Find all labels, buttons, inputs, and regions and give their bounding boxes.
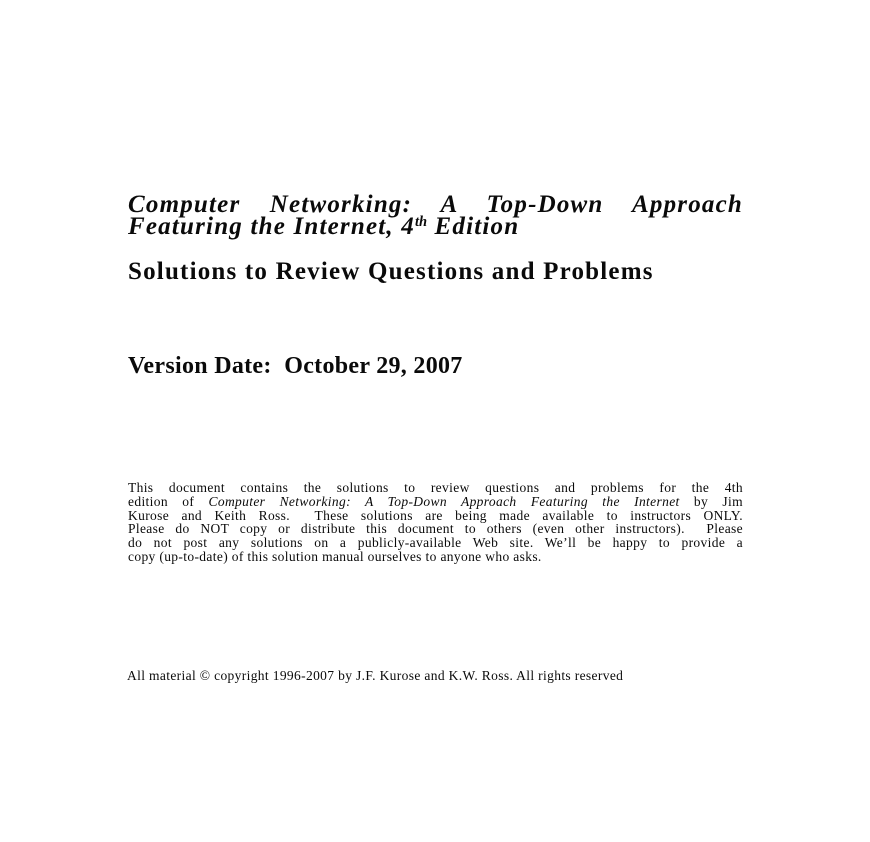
- text-segment: Computer Networking: A Top-Down Approach Featuring the Internet: [208, 493, 680, 509]
- text-segment: copy (up-to-date) of this solution manual ourselves to anyone who asks.: [128, 548, 542, 564]
- text-line: [128, 213, 743, 241]
- text-line: [128, 509, 743, 523]
- text-segment: Edition: [427, 213, 520, 240]
- text-segment: Featuring the Internet, 4: [128, 213, 415, 240]
- text-segment: Kurose and Keith Ross. These solutions are being made available to instructors ONLY.: [128, 507, 743, 523]
- text-line: [128, 481, 743, 495]
- text-line: [128, 522, 743, 536]
- text-line: [128, 495, 743, 509]
- text-line: [128, 550, 743, 564]
- text-segment: do not post any solutions on a publicly-available Web site. We’ll be happy to provide a: [128, 535, 743, 551]
- text-segment: by Jim: [679, 493, 743, 509]
- text-segment: This document contains the solutions to review questions and problems for the 4th: [128, 480, 743, 495]
- distribution-notice: [128, 481, 743, 564]
- text-segment: Computer Networking: A Top-Down Approach: [128, 191, 743, 218]
- copyright-line: All material © copyright 1996-2007 by J.F. Kurose and K.W. Ross. All rights reserved: [127, 668, 624, 683]
- book-title: [128, 191, 743, 241]
- version-date: Version Date: October 29, 2007: [128, 353, 463, 379]
- text-line: [128, 536, 743, 550]
- document-subtitle: Solutions to Review Questions and Problems: [128, 258, 654, 285]
- text-segment: edition of: [128, 493, 209, 509]
- superscript-text: th: [415, 214, 428, 231]
- text-segment: Please do NOT copy or distribute this document to others (even other instructors). Please: [128, 521, 743, 537]
